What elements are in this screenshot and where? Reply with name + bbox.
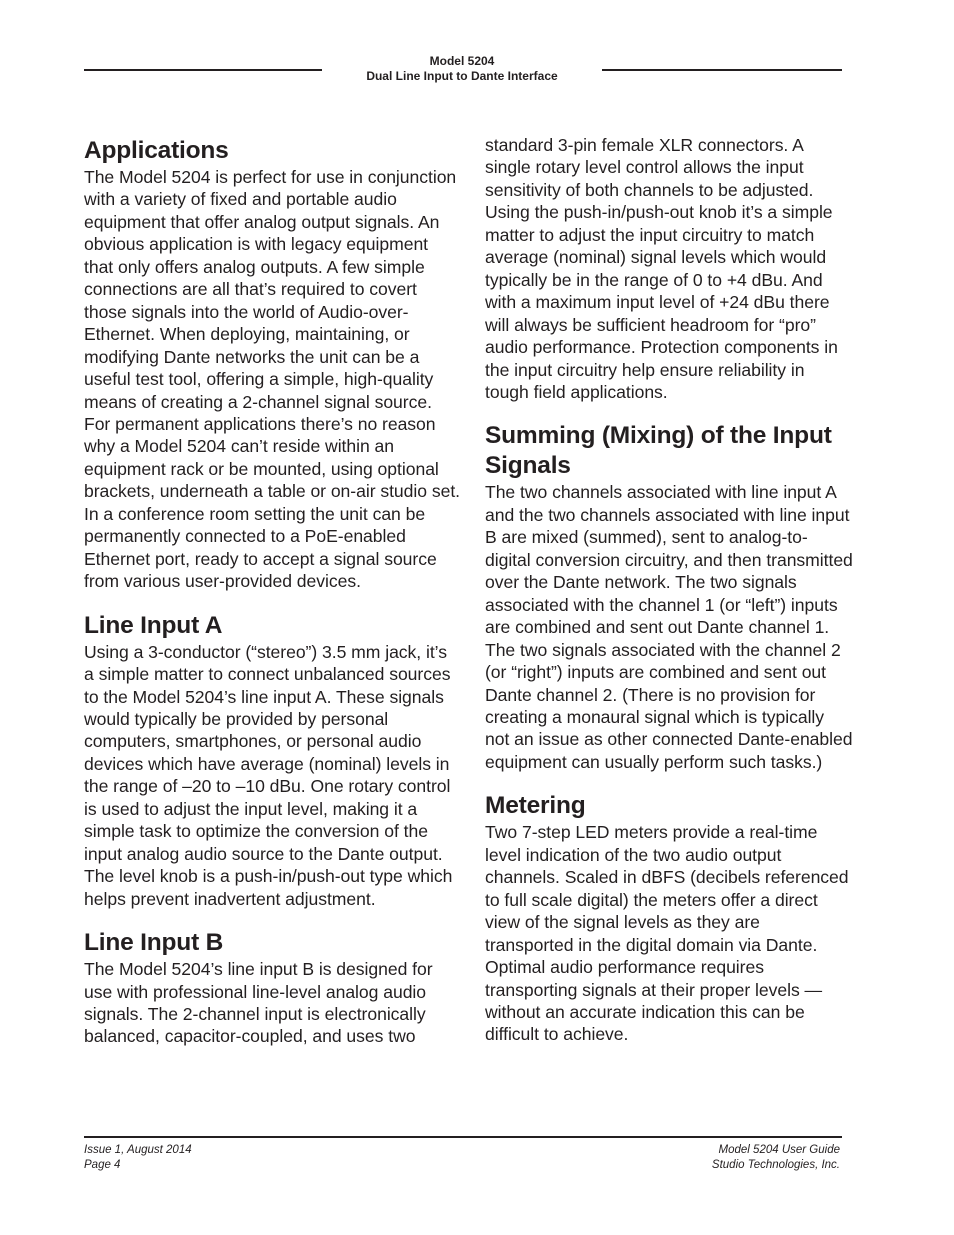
left-column [84,134,460,1066]
footer-company: Studio Technologies, Inc. [711,1159,840,1171]
line-input-a-body: Using a 3-conductor (“stereo”) 3.5 mm jack, it’s a simple matter to connect unbalanced sources to the Model 5204’s line input A. These signals would typically be provided by personal computers, smartphones, or personal audio devices which have average (nominal) levels in the range of –20 to –10 dBu. One rotary control is used to adjust the input level, making it a simple task to optimize the conversion of the input analog audio source to the Dante output. The level knob is a push-in/push-out type which helps prevent inadvertent adjustment. [84,641,453,909]
summing-body: The two channels associated with line input A and the two channels associated with line input B are mixed (summed), sent to analog-to-digital conversion circuitry, and then transmitted over the Dante network. The two signals associated with the channel 1 (or “left”) inputs are combined and sent out Dante channel 1. The two signals associated with the channel 2 (or “right”) inputs are combined and sent out Dante channel 2. (There is no provision for creating a monaural signal which is typically not an issue as other connected Dante-enabled equipment can usually perform such tasks.) [485,482,853,772]
right-column [485,134,853,1064]
section-line-input-a [84,611,460,910]
line-input-a-heading: Line Input A [84,611,223,639]
line-input-b-continuation: standard 3-pin female XLR connectors. A single rotary level control allows the input sensitivity of both channels to be adjusted. Using the push-in/push-out knob it’s a simple matter to adjust the input circuitry to match average (nominal) signal levels which would typically be in the range of 0 to +4 dBu. And with a maximum input level of +24 dBu there will always be sufficient headroom for “pro” audio performance. Protection components in the input circuitry help ensure reliability in tough field applications. [485,135,838,402]
section-applications [84,136,460,593]
section-metering [485,791,853,1046]
header-title: Model 5204 [429,54,495,68]
summing-heading: Summing (Mixing) of the Input Signals [485,422,832,480]
header-subtitle: Dual Line Input to Dante Interface [366,69,558,83]
header-rule-left [84,69,322,71]
footer-issue: Issue 1, August 2014 [84,1144,192,1156]
page-footer [84,1136,842,1171]
metering-body: Two 7-step LED meters provide a real-time level indication of the two audio output channels. Scaled in dBFS (decibels referenced to full scale digital) the meters offer a direct view of the signal levels as they are transported in the digital domain via Dante. Optimal audio performance requires transporting signals at their proper levels — without an accurate indication this can be difficult to achieve. [485,822,849,1045]
page-header [84,54,842,90]
line-input-b-heading: Line Input B [84,929,224,957]
metering-heading: Metering [485,792,586,820]
header-rule-right [602,69,842,71]
applications-body: The Model 5204 is perfect for use in conjunction with a variety of fixed and portable audio equipment that offer analog output signals. An obvious application is with legacy equipment that only offers analog outputs. A few simple connections are all that’s required to covert those signals into the world of Audio-over-Ethernet. When deploying, maintaining, or modifying Dante networks the unit can be a useful test tool, offering a simple, high-quality means of creating a 2-channel signal source. For permanent applications there’s no reason why a Model 5204 can’t reside within an equipment rack or be mounted, using optional brackets, underneath a table or on-air studio set. In a conference room setting the unit can be permanently connected to a PoE-enabled Ethernet port, ready to accept a signal source from various user-provided devices. [84,167,460,592]
section-summing [485,421,853,773]
header-titles [322,54,602,84]
section-line-input-b [84,928,460,1048]
footer-guide-title: Model 5204 User Guide [718,1144,840,1156]
line-input-b-body: The Model 5204’s line input B is designed for use with professional line-level analog audio signals. The 2-channel input is electronically balanced, capacitor-coupled, and uses two [84,959,433,1047]
applications-heading: Applications [84,137,229,164]
footer-rule [84,1136,842,1138]
footer-left [84,1143,192,1173]
footer-page-number: Page 4 [84,1159,121,1171]
footer-right [712,1143,840,1173]
